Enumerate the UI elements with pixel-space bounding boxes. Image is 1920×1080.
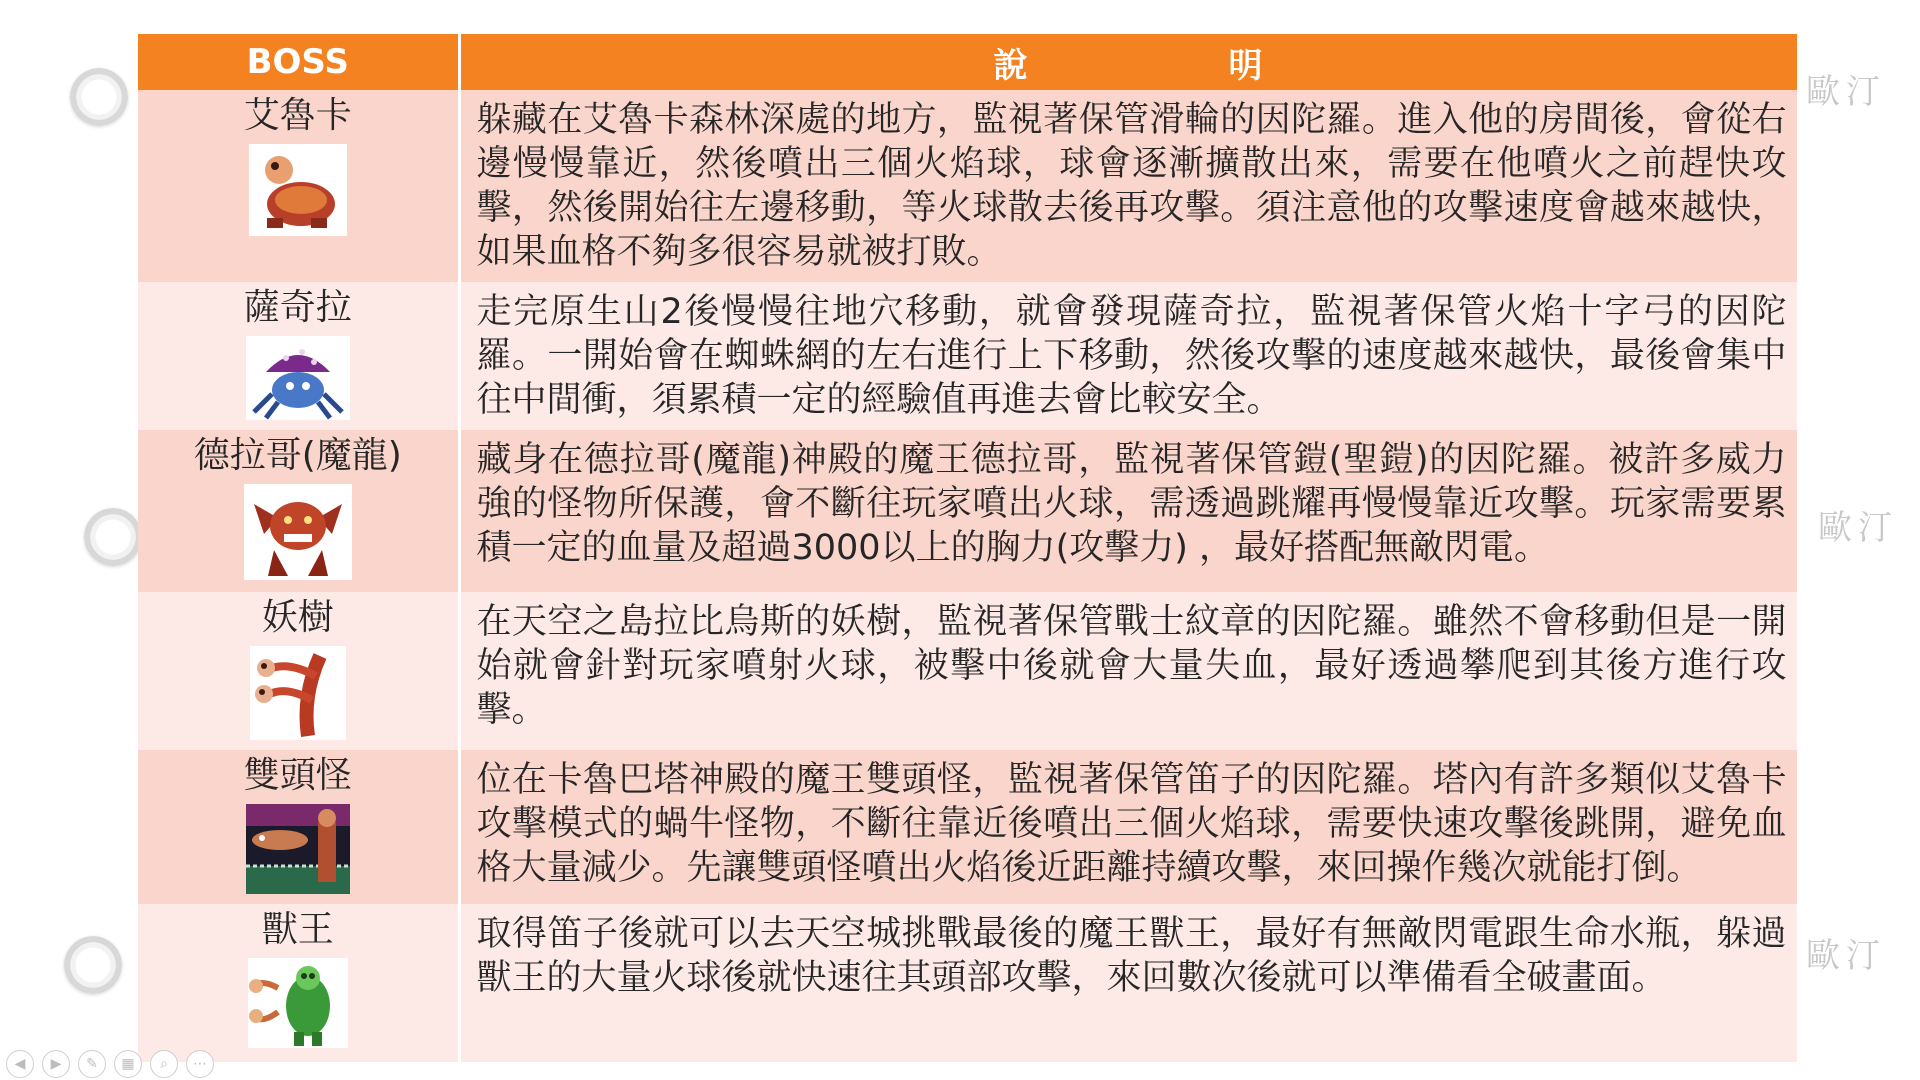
slide-bullet-circle — [84, 508, 142, 566]
spider-boss-sprite-icon — [246, 336, 350, 420]
beast-king-sprite-icon — [248, 958, 348, 1048]
boss-name: 艾魯卡 — [243, 95, 352, 136]
boss-name: 妖樹 — [261, 597, 334, 638]
boss-description: 在天空之島拉比烏斯的妖樹，監視著保管戰士紋章的因陀羅。雖然不會移動但是一開始就會針對玩家噴射火球，被擊中後就會大量失血，最好透過攀爬到其後方進行攻擊。 — [476, 602, 1787, 730]
table-row — [138, 90, 1798, 282]
desc-cell — [459, 750, 1798, 904]
slideshow-toolbar — [6, 1050, 214, 1078]
boss-cell — [138, 430, 459, 592]
desc-cell — [459, 430, 1798, 592]
prev-slide-icon[interactable]: ◀ — [6, 1050, 34, 1078]
table-row — [138, 904, 1798, 1062]
table-row — [138, 430, 1798, 592]
dragon-boss-sprite-icon — [244, 484, 352, 580]
pen-icon[interactable]: ✎ — [78, 1050, 106, 1078]
watermark: 歐汀 — [1806, 936, 1886, 976]
boss-description: 藏身在德拉哥(魔龍)神殿的魔王德拉哥，監視著保管鎧(聖鎧)的因陀羅。被許多威力強的怪物所保護，會不斷往玩家噴出火球，需透過跳耀再慢慢靠近攻擊。玩家需要累積一定的血量及超過3000以上的胸力(攻擊力) ，最好搭配無敵閃電。 — [476, 440, 1787, 568]
slide-bullet-circle — [64, 936, 122, 994]
more-icon[interactable]: ⋯ — [186, 1050, 214, 1078]
table-header-row — [138, 34, 1798, 90]
header-description: 說 明 — [459, 34, 1798, 90]
boss-description: 取得笛子後就可以去天空城挑戰最後的魔王獸王，最好有無敵閃電跟生命水瓶，躲過獸王的大量火球後就快速往其頭部攻擊，來回數次後就可以準備看全破畫面。 — [476, 914, 1787, 998]
table-row — [138, 750, 1798, 904]
boss-name: 雙頭怪 — [243, 755, 352, 796]
boss-name: 德拉哥(魔龍) — [193, 435, 402, 476]
desc-cell — [459, 90, 1798, 282]
table-row — [138, 592, 1798, 750]
boss-cell — [138, 750, 459, 904]
demon-tree-sprite-icon — [250, 646, 346, 740]
header-boss: BOSS — [138, 34, 459, 90]
boss-cell — [138, 592, 459, 750]
boss-name: 薩奇拉 — [243, 287, 352, 328]
desc-cell — [459, 282, 1798, 430]
zoom-icon[interactable]: ⌕ — [150, 1050, 178, 1078]
boss-cell — [138, 90, 459, 282]
boss-cell — [138, 282, 459, 430]
desc-cell — [459, 592, 1798, 750]
boss-description: 躲藏在艾魯卡森林深處的地方，監視著保管滑輪的因陀羅。進入他的房間後，會從右邊慢慢靠近，然後噴出三個火焰球，球會逐漸擴散出來，需要在他噴火之前趕快攻擊，然後開始往左邊移動，等火球散去後再攻擊。須注意他的攻擊速度會越來越快， 如果血格不夠多很容易就被打敗。 — [476, 100, 1787, 272]
turtle-boss-sprite-icon — [249, 144, 347, 236]
next-slide-icon[interactable]: ▶ — [42, 1050, 70, 1078]
slides-grid-icon[interactable]: ▦ — [114, 1050, 142, 1078]
watermark: 歐汀 — [1806, 72, 1886, 112]
watermark: 歐汀 — [1818, 508, 1898, 548]
table-row — [138, 282, 1798, 430]
two-headed-boss-sprite-icon — [246, 804, 350, 894]
boss-name: 獸王 — [261, 909, 334, 950]
slide-bullet-circle — [70, 68, 128, 126]
desc-cell — [459, 904, 1798, 1062]
boss-description: 走完原生山2後慢慢往地穴移動，就會發現薩奇拉，監視著保管火焰十字弓的因陀羅。一開始會在蜘蛛網的左右進行上下移動，然後攻擊的速度越來越快，最後會集中往中間衝，須累積一定的經驗值再進去會比較安全。 — [476, 292, 1787, 420]
boss-description: 位在卡魯巴塔神殿的魔王雙頭怪，監視著保管笛子的因陀羅。塔內有許多類似艾魯卡攻擊模式的蝸牛怪物，不斷往靠近後噴出三個火焰球，需要快速攻擊後跳開，避免血格大量減少。先讓雙頭怪噴出火焰後近距離持續攻擊，來回操作幾次就能打倒。 — [476, 760, 1787, 888]
boss-table — [138, 34, 1800, 1062]
boss-cell — [138, 904, 459, 1062]
